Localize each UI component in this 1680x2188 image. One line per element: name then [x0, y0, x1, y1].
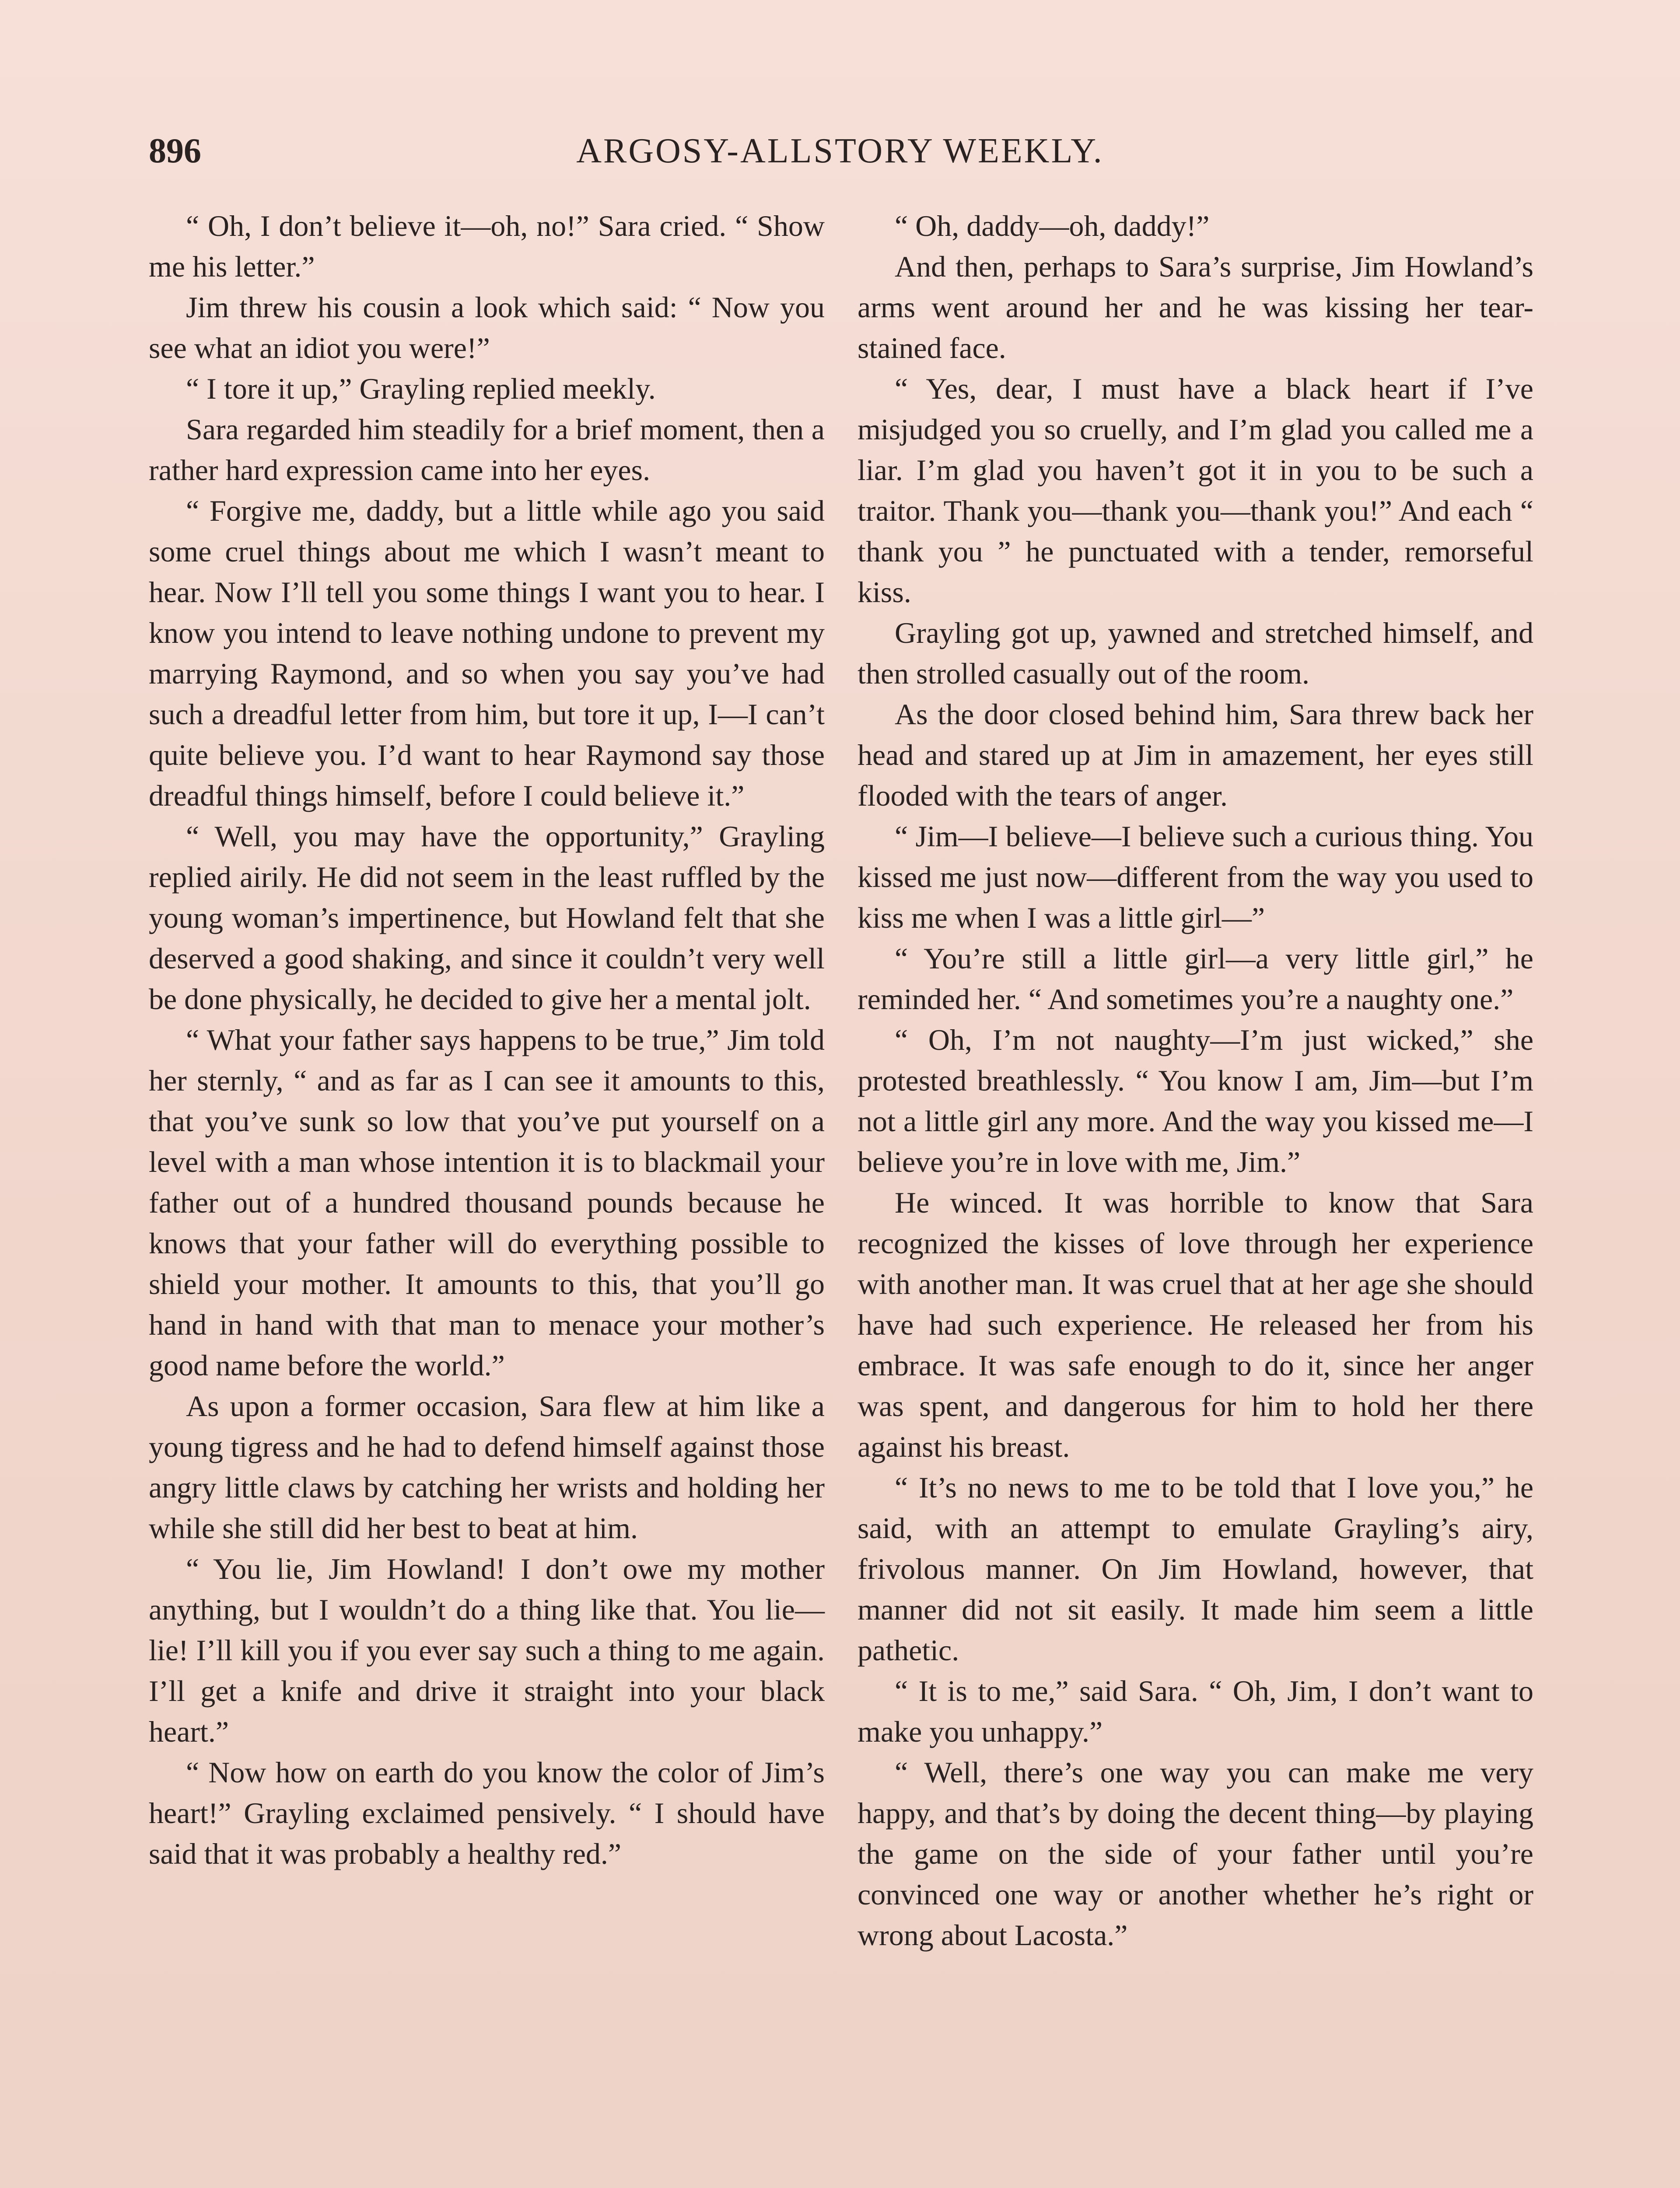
- paragraph: Grayling got up, yawned and stretched himself, and then strolled casually out of the room.: [858, 616, 1533, 690]
- paragraph: “ You lie, Jim Howland! I don’t owe my mother anything, but I wouldn’t do a thing like that. You lie—lie! I’ll kill you if you ever say such a thing to me again. I’ll get a knife and drive it straight into your black heart.”: [149, 1552, 825, 1748]
- paragraph: “ You’re still a little girl—a very little girl,” he reminded her. “ And sometimes you’re a naughty one.”: [858, 942, 1533, 1016]
- paragraph: Jim threw his cousin a look which said: “ Now you see what an idiot you were!”: [149, 291, 825, 365]
- paragraph: “ Well, you may have the opportunity,” Grayling replied airily. He did not seem in the least ruffled by the young woman’s impertinence, but Howland felt that she deserved a good shaking, and since it couldn’t very well be done physically, he decided to give her a mental jolt.: [149, 820, 825, 1016]
- running-title: ARGOSY-ALLSTORY WEEKLY.: [576, 132, 1104, 170]
- left-column: [149, 206, 825, 1874]
- paragraph: “ I tore it up,” Grayling replied meekly.: [186, 372, 656, 405]
- page-number: 896: [149, 132, 201, 170]
- paragraph: “ Yes, dear, I must have a black heart if I’ve misjudged you so cruelly, and I’m glad you called me a liar. I’m glad you haven’t got it in you to be such a traitor. Thank you—thank you—thank you!” And each “ thank you ” he punctuated with a tender, remorseful kiss.: [858, 372, 1533, 609]
- paragraph: He winced. It was horrible to know that Sara recognized the kisses of love through her experience with another man. It was cruel that at her age she should have had such experience. He released her from his embrace. It was safe enough to do it, since her anger was spent, and dangerous for him to hold her there against his breast.: [858, 1186, 1533, 1463]
- paragraph: Sara regarded him steadily for a brief moment, then a rather hard expression came into her eyes.: [149, 413, 825, 487]
- paragraph: “ It is to me,” said Sara. “ Oh, Jim, I don’t want to make you unhappy.”: [858, 1674, 1533, 1748]
- paragraph: “ Well, there’s one way you can make me very happy, and that’s by doing the decent thing—by playing the game on the side of your father until you’re convinced one way or another whether he’s right or wrong about Lacosta.”: [858, 1756, 1533, 1952]
- paragraph: As the door closed behind him, Sara threw back her head and stared up at Jim in amazement, her eyes still flooded with the tears of anger.: [858, 698, 1533, 812]
- paragraph: “ Jim—I believe—I believe such a curious thing. You kissed me just now—different from the way you used to kiss me when I was a little girl—”: [858, 820, 1533, 934]
- paragraph: “ Oh, I’m not naughty—I’m just wicked,” she protested breathlessly. “ You know I am, Jim—but I’m not a little girl any more. And the way you kissed me—I believe you’re in love with me, Jim.”: [858, 1023, 1533, 1178]
- paragraph: “ Oh, daddy—oh, daddy!”: [895, 209, 1210, 242]
- paragraph: As upon a former occasion, Sara flew at him like a young tigress and he had to defend himself against those angry little claws by catching her wrists and holding her while she still did her best to beat at him.: [149, 1389, 825, 1545]
- paragraph: “ Forgive me, daddy, but a little while ago you said some cruel things about me which I wasn’t meant to hear. Now I’ll tell you some things I want you to hear. I know you intend to leave nothing undone to prevent my marrying Raymond, and so when you say you’ve had such a dreadful letter from him, but tore it up, I—I can’t quite believe you. I’d want to hear Raymond say those dreadful things himself, before I could believe it.”: [149, 494, 825, 812]
- paragraph: “ Now how on earth do you know the color of Jim’s heart!” Grayling exclaimed pensively. “ I should have said that it was probably a healthy red.”: [149, 1756, 825, 1870]
- right-column: [858, 206, 1533, 1956]
- paragraph: “ Oh, I don’t believe it—oh, no!” Sara cried. “ Show me his letter.”: [149, 209, 825, 283]
- page-header: [149, 127, 1531, 175]
- paragraph: “ It’s no news to me to be told that I love you,” he said, with an attempt to emulate Grayling’s airy, frivolous manner. On Jim Howland, however, that manner did not sit easily. It made him seem a little pathetic.: [858, 1471, 1533, 1667]
- paragraph: And then, perhaps to Sara’s surprise, Jim Howland’s arms went around her and he was kissing her tear-stained face.: [858, 250, 1533, 365]
- paragraph: “ What your father says happens to be true,” Jim told her sternly, “ and as far as I can see it amounts to this, that you’ve sunk so low that you’ve put yourself on a level with a man whose intention it is to blackmail your father out of a hundred thousand pounds because he knows that your father will do everything possible to shield your mother. It amounts to this, that you’ll go hand in hand with that man to menace your mother’s good name before the world.”: [149, 1023, 825, 1382]
